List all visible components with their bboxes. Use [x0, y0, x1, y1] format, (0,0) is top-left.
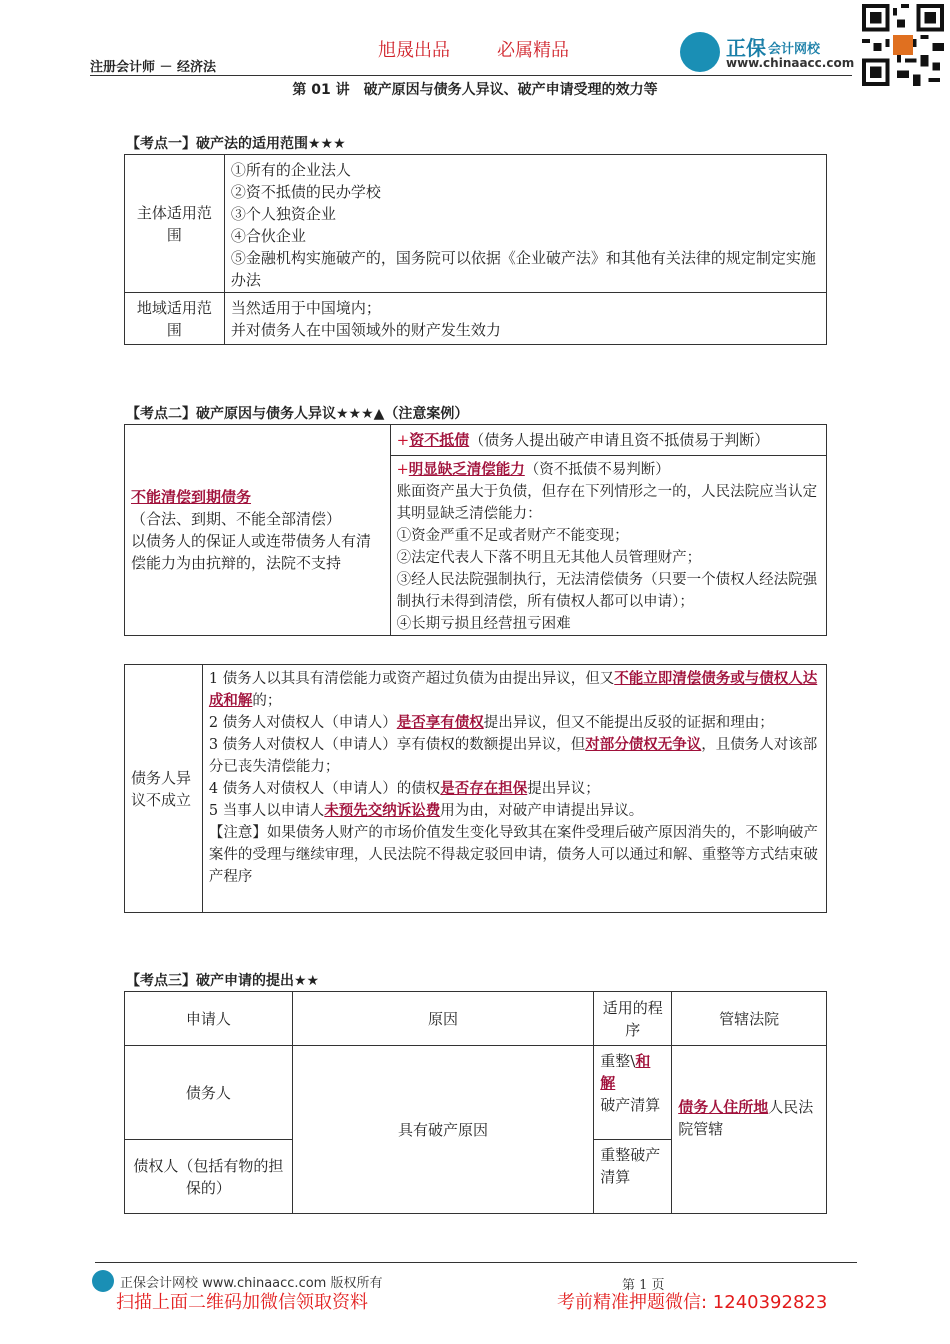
lack-capacity-note: （资不抵债不易判断）	[524, 462, 670, 478]
application-table	[124, 991, 827, 1214]
keyword: 资不抵债	[409, 431, 470, 449]
objection-table	[124, 664, 827, 913]
keyword: 明显缺乏清偿能力	[408, 461, 525, 478]
table-row	[125, 425, 827, 456]
page-number: 第 1 页	[622, 1278, 665, 1293]
plus-sign: +	[396, 431, 410, 449]
debtor-procedure: 重整\和解 破产清算	[594, 1046, 672, 1140]
logo-name: 正保	[726, 36, 766, 60]
column-header: 管辖法院	[672, 992, 827, 1046]
section3-heading: 【考点三】破产申请的提出★★	[126, 973, 320, 989]
list-item: 5 当事人以申请人未预先交纳诉讼费用为由，对破产申请提出异议。	[208, 802, 644, 819]
list-item: 3 债务人对债权人（申请人）享有债权的数额提出异议，但对部分债权无争议，且债务人对该部分已丧失清偿能力；	[208, 736, 818, 775]
header-divider	[90, 75, 852, 76]
table-row	[125, 1046, 827, 1140]
list-item: ①所有的企业法人	[230, 161, 351, 179]
applicant-creditor: 债权人（包括有物的担保的）	[125, 1140, 293, 1214]
bankruptcy-cause-table	[124, 424, 827, 636]
logo-url: www.chinaacc.com	[726, 56, 855, 70]
list-item: ④合伙企业	[230, 227, 306, 245]
list-item: 4 债务人对债权人（申请人）的债权是否存在担保提出异议；	[208, 780, 600, 797]
brand-slogan-left: 旭晟出品	[378, 40, 450, 61]
promo-wechat-text: 考前精准押题微信: 1240392823	[557, 1292, 828, 1313]
brand-slogan-right: 必属精品	[497, 40, 569, 61]
list-item: ②法定代表人下落不明且无其他人员管理财产；	[396, 550, 702, 566]
keyword: 和解	[600, 1052, 651, 1092]
court-cell: 债务人住所地人民法院管辖	[672, 1046, 827, 1214]
row-content	[224, 293, 826, 345]
table-row	[125, 155, 827, 293]
row-label: 地域适用范围	[125, 293, 225, 345]
list-item: 当然适用于中国境内；	[230, 298, 381, 317]
scope-table	[124, 154, 827, 345]
section2-heading: 【考点二】破产原因与债务人异议★★★▲（注意案例）	[126, 406, 469, 422]
cause-note: 以债务人的保证人或连带债务人有清偿能力为由抗辩的，法院不支持	[131, 532, 372, 572]
creditor-procedure: 重整破产清算	[594, 1140, 672, 1214]
list-item: ①资金严重不足或者财产不能变现；	[396, 528, 629, 544]
applicant-debtor: 债务人	[125, 1046, 293, 1140]
table-row	[125, 665, 827, 913]
keyword: 对部分债权无争议	[585, 736, 702, 753]
keyword: 是否存在担保	[440, 780, 528, 797]
promo-qr-text: 扫描上面二维码加微信领取资料	[116, 1292, 368, 1313]
cause-title: 不能清偿到期债务	[131, 488, 252, 506]
objection-note: 【注意】如果债务人财产的市场价值发生变化导致其在案件受理后破产原因消失的，不影响破产案件的受理与继续审理，人民法院不得裁定驳回申请，债务人可以通过和解、重整等方式结束破产程序	[208, 825, 818, 885]
chinaacc-logo[interactable]	[680, 30, 858, 74]
objection-label: 债务人异议不成立	[125, 665, 203, 913]
keyword: 未预先交纳诉讼费	[324, 802, 441, 819]
list-item: ④长期亏损且经营扭亏困难	[396, 616, 571, 632]
table-header-row	[125, 992, 827, 1046]
list-item: ③经人民法院强制执行，无法清偿债务（只要一个债权人经法院强制执行未得到清偿，所有债权人都可以申请）；	[396, 572, 818, 610]
list-item: ⑤金融机构实施破产的，国务院可以依据《企业破产法》和其他有关法律的规定制定实施办法	[230, 249, 816, 289]
cause-cell	[125, 425, 391, 636]
row-label: 主体适用范围	[125, 155, 225, 293]
keyword: 是否享有债权	[396, 714, 484, 731]
keyword: 债务人住所地	[678, 1098, 769, 1116]
column-header: 原因	[292, 992, 594, 1046]
list-item: 1 债务人以其具有清偿能力或资产超过负债为由提出异议，但又不能立即清偿债务或与债权人达成和解的；	[208, 670, 818, 709]
list-item: ②资不抵债的民办学校	[230, 183, 381, 201]
insolvency-note: （债务人提出破产申请且资不抵债易于判断）	[469, 431, 770, 449]
logo-subtitle: 会计网校	[768, 42, 821, 57]
list-item: 并对债务人在中国领域外的财产发生效力	[230, 320, 501, 339]
cause-subtitle: （合法、到期、不能全部清偿）	[131, 510, 342, 528]
footer-divider	[95, 1262, 857, 1263]
section1-heading: 【考点一】破产法的适用范围★★★	[126, 136, 346, 152]
row-content	[224, 155, 826, 293]
column-header: 适用的程序	[594, 992, 672, 1046]
lecture-title: 第 01 讲 破产原因与债务人异议、破产申请受理的效力等	[292, 82, 658, 98]
lack-capacity-cell	[390, 456, 826, 636]
keyword: 不能立即清偿债务或与债权人达成和解	[208, 670, 818, 709]
logo-icon	[680, 32, 720, 72]
table-row	[125, 293, 827, 345]
lack-capacity-intro: 账面资产虽大于负债，但存在下列情形之一的，人民法院应当认定其明显缺乏清偿能力：	[396, 484, 818, 522]
footer-logo-icon	[92, 1270, 114, 1292]
column-header: 申请人	[125, 992, 293, 1046]
course-label: 注册会计师 － 经济法	[90, 60, 217, 75]
list-item: ③个人独资企业	[230, 205, 336, 223]
plus-sign: +	[396, 462, 409, 478]
objection-content	[202, 665, 826, 913]
list-item: 2 债务人对债权人（申请人）是否享有债权提出异议，但又不能提出反驳的证据和理由；	[208, 714, 774, 731]
insolvency-cell	[390, 425, 826, 456]
footer-copyright: 正保会计网校 www.chinaacc.com 版权所有	[120, 1276, 383, 1291]
reason-cell: 具有破产原因	[292, 1046, 594, 1214]
qr-code-icon[interactable]	[862, 4, 944, 86]
